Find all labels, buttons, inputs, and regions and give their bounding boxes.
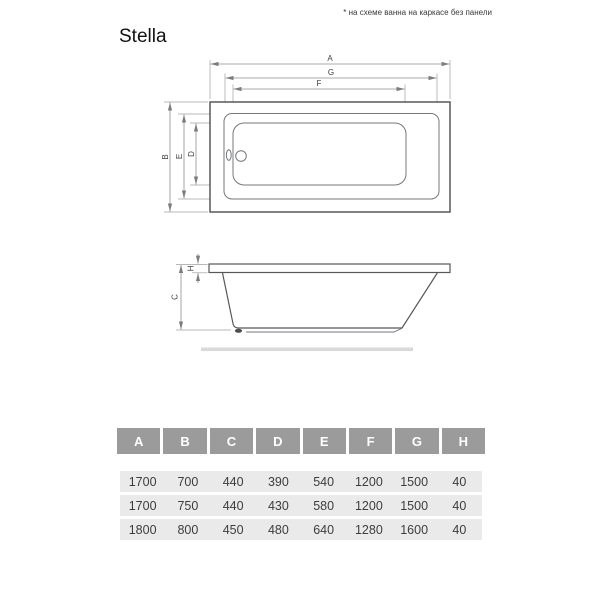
- table-cell: 440: [222, 474, 244, 489]
- table-cell: 40: [452, 498, 467, 513]
- table-header-cell: F: [349, 428, 392, 454]
- page-title: Stella: [119, 26, 167, 47]
- table-header-cell: D: [256, 428, 299, 454]
- table-header-cell: G: [395, 428, 438, 454]
- table-header-cell: E: [303, 428, 346, 454]
- table-cell: 1700: [128, 498, 157, 513]
- table-row: [120, 471, 482, 492]
- table-header-row: [117, 428, 485, 454]
- table-cell: 580: [313, 498, 335, 513]
- table-cell: 1200: [354, 474, 383, 489]
- table-cell: 1280: [354, 522, 383, 537]
- table-header-cell: B: [163, 428, 206, 454]
- dim-a-label: A: [327, 54, 333, 63]
- table-cell: 440: [222, 498, 244, 513]
- side-view: [171, 254, 451, 351]
- body-profile: [223, 273, 438, 328]
- dim-h-label: H: [186, 265, 196, 272]
- table-row: [120, 495, 482, 516]
- table-row: [120, 519, 482, 540]
- table-header-cell: H: [442, 428, 485, 454]
- rim-profile: [209, 264, 450, 273]
- table-cell: 1800: [128, 522, 157, 537]
- table-header-cell: C: [210, 428, 253, 454]
- table-cell: 450: [222, 522, 244, 537]
- table-body: [120, 471, 482, 540]
- table-cell: 700: [177, 474, 199, 489]
- table-cell: 1600: [400, 522, 429, 537]
- table-cell: 1200: [354, 498, 383, 513]
- table-cell: 750: [177, 498, 199, 513]
- table-cell: 640: [313, 522, 335, 537]
- dim-f-label: F: [316, 79, 322, 88]
- bottom-lip: [246, 328, 402, 332]
- drain-fitting: [235, 329, 242, 333]
- dimension-table: [117, 428, 485, 540]
- footnote: * на схеме ванна на каркасе без панели: [343, 8, 492, 17]
- dim-c-label: C: [170, 294, 180, 300]
- table-header-cell: A: [117, 428, 160, 454]
- table-cell: 390: [267, 474, 289, 489]
- table-cell: 430: [267, 498, 289, 513]
- tub-basin: [233, 123, 406, 185]
- table-cell: 40: [452, 522, 467, 537]
- floor-shadow: [201, 348, 413, 352]
- table-cell: 540: [313, 474, 335, 489]
- table-cell: 800: [177, 522, 199, 537]
- drain-icon: [236, 151, 247, 162]
- top-view: [161, 54, 450, 212]
- dim-d-label: D: [187, 151, 196, 157]
- table-cell: 1500: [400, 474, 429, 489]
- table-cell: 40: [452, 474, 467, 489]
- overflow-icon: [226, 150, 231, 161]
- table-cell: 1700: [128, 474, 157, 489]
- side-view-dimension-lines: [181, 254, 198, 330]
- table-cell: 1500: [400, 498, 429, 513]
- dim-g-label: G: [327, 68, 335, 77]
- dim-b-label: B: [161, 154, 170, 160]
- table-cell: 480: [267, 522, 289, 537]
- dim-e-label: E: [175, 153, 184, 160]
